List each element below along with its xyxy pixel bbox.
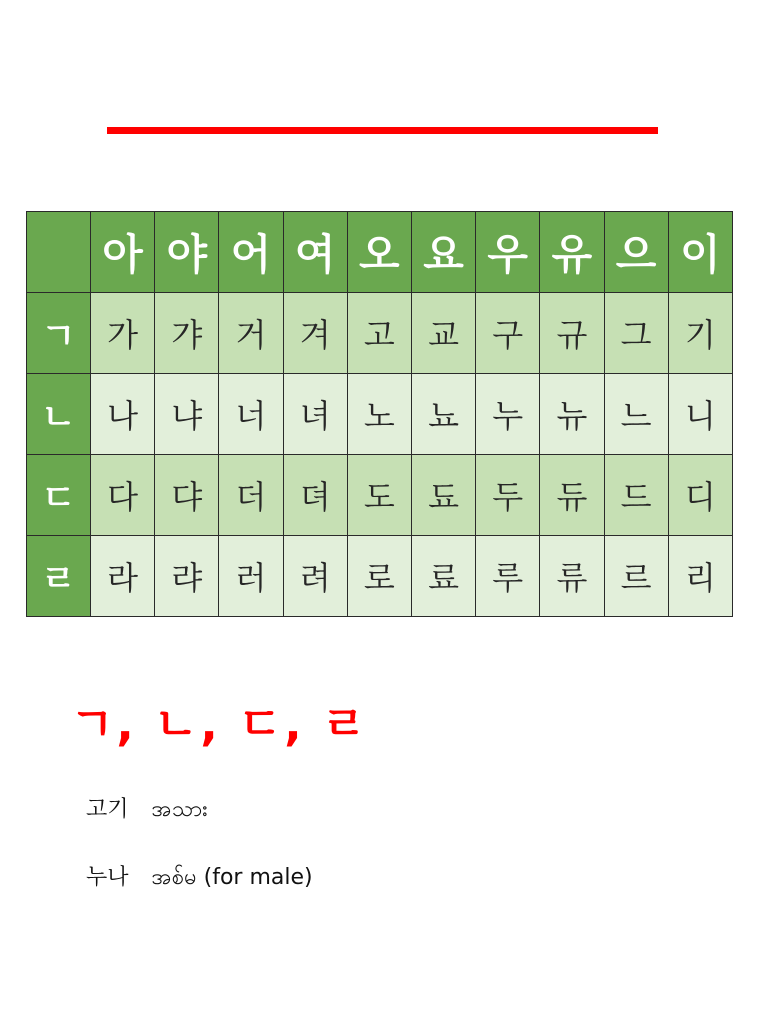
syllable-cell: 겨: [283, 293, 347, 374]
table-row: [27, 374, 733, 455]
vowel-header: 요: [411, 212, 475, 293]
vowel-header: 어: [219, 212, 283, 293]
syllable-cell: 녀: [283, 374, 347, 455]
syllable-cell: 라: [91, 536, 155, 617]
syllable-cell: 댜: [155, 455, 219, 536]
syllable-cell: 두: [476, 455, 540, 536]
vowel-header: 유: [540, 212, 604, 293]
consonant-header: ㄹ: [27, 536, 91, 617]
syllable-cell: 디: [668, 455, 732, 536]
syllable-cell: 고: [347, 293, 411, 374]
vowel-header: 오: [347, 212, 411, 293]
syllable-cell: 르: [604, 536, 668, 617]
syllable-cell: 됴: [411, 455, 475, 536]
vocab-meaning: အသား: [151, 797, 208, 822]
syllable-table: [26, 211, 733, 617]
syllable-cell: 갸: [155, 293, 219, 374]
vowel-header: 야: [155, 212, 219, 293]
syllable-cell: 누: [476, 374, 540, 455]
syllable-cell: 로: [347, 536, 411, 617]
syllable-cell: 느: [604, 374, 668, 455]
vocab-item: [86, 792, 208, 827]
syllable-cell: 뉴: [540, 374, 604, 455]
syllable-cell: 거: [219, 293, 283, 374]
vowel-header: 우: [476, 212, 540, 293]
syllable-cell: 드: [604, 455, 668, 536]
vowel-header: 아: [91, 212, 155, 293]
syllable-cell: 나: [91, 374, 155, 455]
syllable-cell: 교: [411, 293, 475, 374]
syllable-cell: 다: [91, 455, 155, 536]
consonant-header: ㄷ: [27, 455, 91, 536]
syllable-cell: 너: [219, 374, 283, 455]
syllable-cell: 더: [219, 455, 283, 536]
corner-cell: [27, 212, 91, 293]
consonant-header: ㄱ: [27, 293, 91, 374]
vowel-header: 으: [604, 212, 668, 293]
vocab-meaning: အစ်မ (for male): [151, 865, 313, 890]
syllable-cell: 구: [476, 293, 540, 374]
consonant-summary: ㄱ, ㄴ, ㄷ, ㄹ: [70, 697, 369, 751]
syllable-cell: 려: [283, 536, 347, 617]
table-row: [27, 536, 733, 617]
vocab-korean: 누나: [86, 865, 129, 890]
syllable-cell: 듀: [540, 455, 604, 536]
vowel-header: 여: [283, 212, 347, 293]
syllable-cell: 뇨: [411, 374, 475, 455]
vowel-header-row: [27, 212, 733, 293]
vocab-korean: 고기: [86, 797, 129, 822]
syllable-cell: 니: [668, 374, 732, 455]
syllable-cell: 도: [347, 455, 411, 536]
syllable-cell: 료: [411, 536, 475, 617]
syllable-cell: 리: [668, 536, 732, 617]
syllable-cell: 기: [668, 293, 732, 374]
syllable-cell: 랴: [155, 536, 219, 617]
vowel-header: 이: [668, 212, 732, 293]
syllable-cell: 그: [604, 293, 668, 374]
table-row: [27, 455, 733, 536]
table-row: [27, 293, 733, 374]
vocab-item: [86, 860, 313, 895]
syllable-cell: 러: [219, 536, 283, 617]
syllable-cell: 류: [540, 536, 604, 617]
syllable-cell: 노: [347, 374, 411, 455]
title-underline: [107, 127, 658, 134]
syllable-cell: 뎌: [283, 455, 347, 536]
consonant-header: ㄴ: [27, 374, 91, 455]
syllable-cell: 냐: [155, 374, 219, 455]
syllable-cell: 가: [91, 293, 155, 374]
syllable-cell: 루: [476, 536, 540, 617]
syllable-cell: 규: [540, 293, 604, 374]
